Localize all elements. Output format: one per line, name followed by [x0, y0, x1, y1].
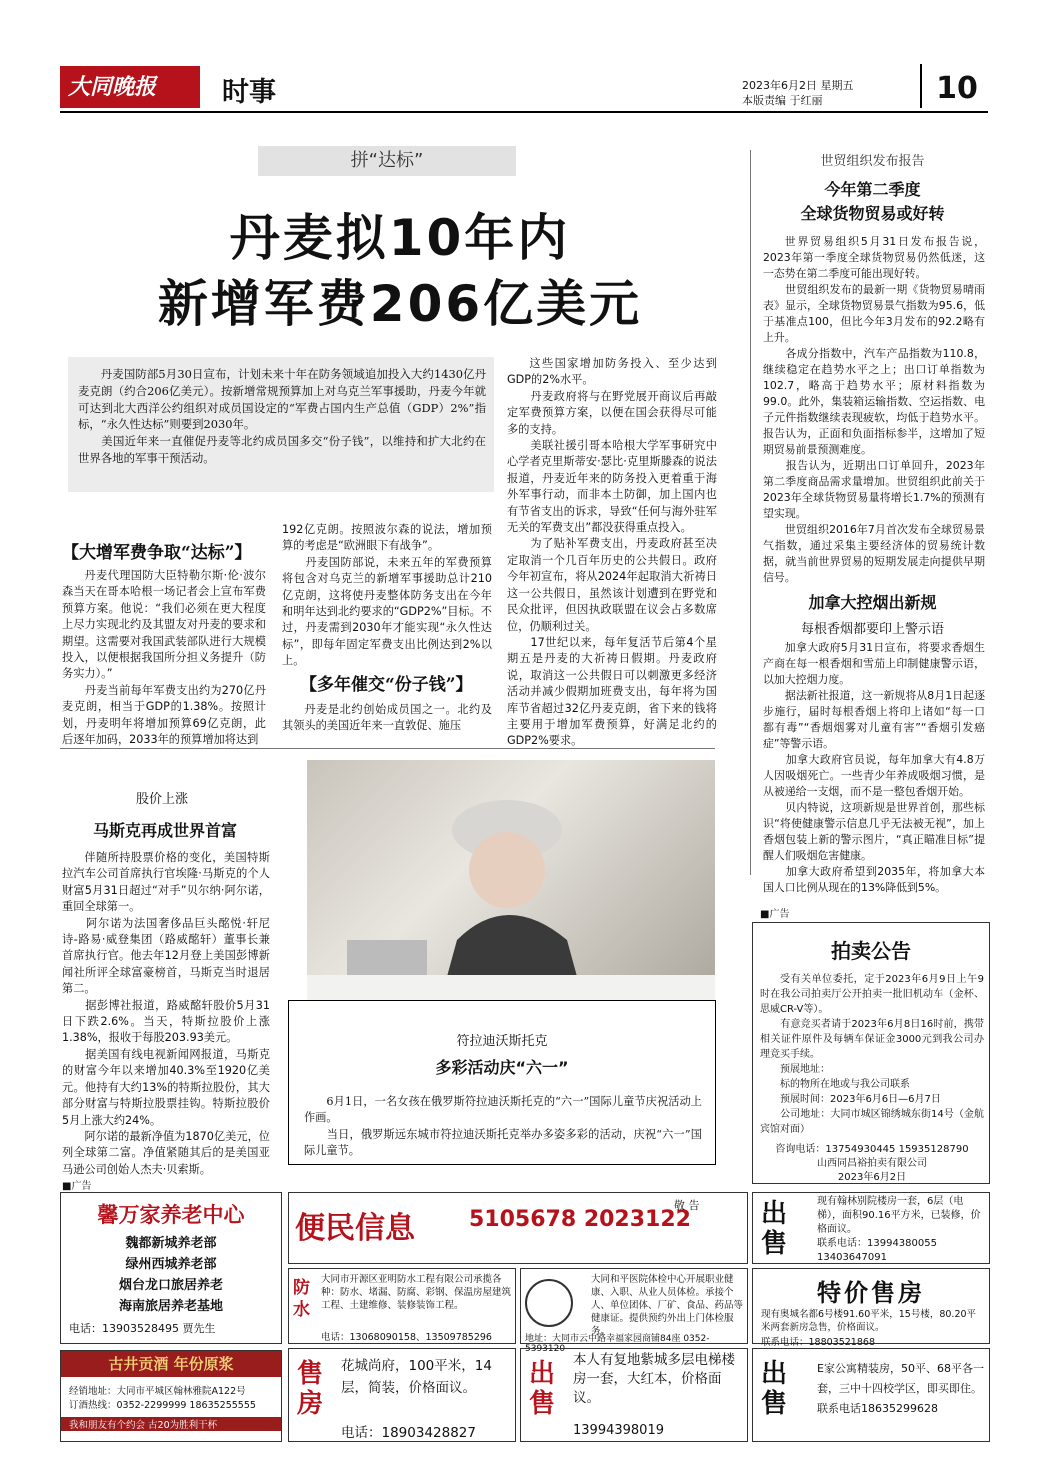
house-sale-2-phone: 13994398019 — [573, 1423, 664, 1438]
elder-care-title: 馨万家养老中心 — [97, 1203, 245, 1227]
newspaper-logo: 大同晚报 — [60, 66, 200, 108]
special-price-title: 特价售房 — [817, 1279, 925, 1307]
stock-kicker: 股价上涨 — [135, 792, 188, 807]
main-col1: 丹麦代理国防大臣特勒尔斯·伦·波尔森当天在哥本哈根一场记者会上宣布军费预算方案。他说：“我们必须在更大程度上尽力实现北约及其盟友对丹麦的要求和期望。这需要对我国武装部队进行大规模投入，以便根据我国所分担义务提升（防务实力）。” 丹麦当前每年军费支出约为270亿丹麦克朗，相当于GDP的1.38%。按照计划，丹麦明年将增加预算69亿克朗，此后逐年加码，2033年的预算增加将达到 — [62, 569, 266, 747]
hospital-address: 地址：大同市云中路幸福家园商铺84座 0352-5393120 — [525, 1334, 710, 1354]
elder-care-item: 海南旅居养老基地 — [118, 1299, 223, 1314]
elder-care-ad — [60, 1192, 282, 1344]
header-rule — [60, 111, 988, 113]
subhead-1: 【大增军费争取“达标”】 — [62, 543, 252, 563]
house-sale-ad-4 — [752, 1348, 990, 1442]
right-headline-line2: 全球货物贸易或好转 — [800, 204, 945, 223]
auction-date: 2023年6月2日 — [837, 1172, 907, 1183]
auction-company: 山西同昌裕拍卖有限公司 — [817, 1158, 927, 1169]
right-body: 世界贸易组织5月31日发布报告说，2023年第一季度全球货物贸易仍然低迷，这一态势在第二季度可能出现好转。 世贸组织发布的最新一期《货物贸易晴雨表》显示，全球货物贸易景气指数为95.6，低于基准点100，但比今年3月发布的92.2略有上升。 各成分指数中，汽车产品指数为110.8，继续稳定在趋势水平之上；出口订单指数为102.7，略高于趋势水平；原材料指数为99.0。此外，集装箱运输指数、空运指数、电子元件指数继续表现疲软，均低于趋势水平。报告认为，正面和负面指标参半，这增加了短期贸易前景预测难度。 报告认为，近期出口订单回升，2023年第二季度商品需求量增加。世贸组织此前关于2023年全球货物贸易量将增长1.7%的预测有望实现。 世贸组织2016年7月首次发布全球贸易景气指数，通过采集主要经济体的贸易统计数据，就当前世界贸易的短期发展走向提供早期信号。 — [763, 235, 985, 584]
elder-care-item: 魏都新城养老部 — [125, 1236, 217, 1251]
photo-headline: 多彩活动庆“六一” — [435, 1058, 569, 1077]
waterproof-ad — [288, 1268, 516, 1344]
waterproof-body: 大同市开源区亚明防水工程有限公司承揽各种：防水、堵漏、防腐、彩钢、保温房屋建筑工程、土建维修、装修装饰工程。 — [321, 1274, 512, 1311]
ad-label-right: ■广告 — [760, 909, 790, 920]
right-headline-line1: 今年第二季度 — [824, 180, 921, 199]
page-editor: 本版责编 于红丽 — [742, 94, 823, 107]
elder-care-phone: 电话：13903528495 贾先生 — [69, 1322, 216, 1335]
hospital-logo-icon — [525, 1279, 573, 1327]
right-headline — [760, 178, 985, 226]
house-sale-3-body: 现有翰林别院楼房一套，6层（电梯），面积90.16平方米，已装修，价格面议。 — [817, 1196, 981, 1235]
wine-tel: 订酒热线：0352-2299999 18635255555 — [69, 1400, 256, 1411]
house-sale-1-body: 花城尚府，100平米，14层，简装，价格面议。 — [341, 1358, 492, 1396]
house-sale-ad-3 — [752, 1192, 990, 1264]
waterproof-phone: 电话：13068090158、13509785296 — [321, 1332, 492, 1343]
waterproof-tag: 防水 — [293, 1278, 310, 1320]
bianmin-title: 便民信息 — [295, 1211, 415, 1246]
photo-kicker: 符拉迪沃斯托克 — [456, 1034, 548, 1049]
main-kicker: 拼“达标” — [258, 146, 516, 176]
house-sale-4-tag: 出售 — [761, 1359, 788, 1419]
auction-body: 受有关单位委托，定于2023年6月9日上午9时在我公司拍卖厅公开拍卖一批旧机动车（金杯、思威CR-V等）。 有意竞买者请于2023年6月8日16时前，携带相关证件原件及每辆车保证金3000元到我公司办理竞买手续。 预展地址： 标的物所在地或与我公司联系 预展时间：2023年6月6日—6月7日 公司地址：大同市城区锦绣城东街14号（金航宾馆对面） — [760, 974, 984, 1135]
section-title: 时事 — [222, 77, 276, 108]
main-headline-line1: 丹麦拟10年内 — [229, 209, 571, 267]
hospital-body: 大同和平医院体检中心开展职业健康、入职、从业人员体检。承接个人、单位团体、厂矿、食品、药品等健康证。提供预约外出上门体检服务。 — [591, 1274, 744, 1337]
section-divider — [60, 748, 715, 749]
house-sale-1-phone: 电话：18903428827 — [341, 1425, 476, 1441]
wine-ad — [60, 1350, 282, 1442]
main-headline-line2: 新增军费206亿美元 — [157, 275, 643, 333]
wine-slogan: 我和朋友有个约会 古20为胜利干杯 — [61, 1417, 281, 1431]
house-sale-ad-2 — [520, 1348, 748, 1442]
ad-label-bottom: ■广告 — [62, 1181, 92, 1192]
date-line — [742, 78, 854, 108]
main-col2: 192亿克朗。按照波尔森的说法，增加预算的考虑是“欧洲眼下有战争”。 丹麦国防部说，未来五年的军费预算将包含对乌克兰的新增军事援助总计210亿克朗，这将使丹麦整体防务支出在今年和明年达到北约要求的“GDP2%”目标。不过，丹麦需到2030年才能实现“永久性达标”，即每年固定军费支出比例达到2%以上。 — [282, 523, 492, 668]
main-headline — [70, 205, 730, 337]
hospital-ad — [520, 1268, 748, 1354]
column-divider — [750, 150, 751, 875]
subhead-2: 【多年催交“份子钱”】 — [300, 675, 473, 695]
house-sale-3-tag: 出售 — [761, 1199, 788, 1259]
right-headline-2: 加拿大控烟出新规 — [808, 593, 937, 612]
bianmin-phone: 5105678 2023122 — [469, 1207, 691, 1232]
main-col2b: 丹麦是北约创始成员国之一。北约及其领头的美国近年来一直敦促、施压 — [282, 703, 492, 733]
stock-headline: 马斯克再成世界首富 — [92, 821, 237, 840]
house-sale-2-tag: 出售 — [529, 1359, 556, 1419]
special-price-body: 现有奥城名都6号楼91.60平米，15号楼，80.20平米两套新房急售，价格面议。 — [761, 1309, 977, 1333]
elder-care-list — [61, 1233, 281, 1317]
issue-date: 2023年6月2日 星期五 — [742, 79, 854, 92]
right-subhead-2: 每根香烟都要印上警示语 — [800, 622, 944, 637]
bianmin-banner — [288, 1192, 748, 1264]
auction-title: 拍卖公告 — [831, 939, 911, 963]
house-sale-2-body: 本人有复地紫城多层电梯楼房一套，大红本，价格面议。 — [573, 1352, 735, 1406]
page-number: 10 — [920, 64, 992, 108]
special-price-ad — [752, 1268, 990, 1348]
special-price-phone: 联系电话：18803521868 — [761, 1337, 875, 1348]
right-body-2: 加拿大政府5月31日宣布，将要求香烟生产商在每一根香烟和雪茄上印制健康警示语，以加大控烟力度。 据法新社报道，这一新规将从8月1日起逐步施行，届时每根香烟上将印上诸如“每一口都有毒”“香烟烟雾对儿童有害”“香烟引发癌症”等警示语。 加拿大政府官员说，每年加拿大有4.8万人因吸烟死亡。一些青少年养成吸烟习惯，是从被递给一支烟，而不是一整包香烟开始。 贝内特说，这项新规是世界首创，那些标识“将使健康警示信息几乎无法被无视”，加上香烟包装上新的警示图片，“真正瞄准目标”提醒人们吸烟危害健康。 加拿大政府希望到2035年，将加拿大本国人口比例从现在的13%降低到5%。 — [763, 641, 985, 894]
house-sale-1-tag: 售房 — [297, 1359, 324, 1419]
notice-title: 敬 告 — [674, 1199, 700, 1212]
wine-address: 经销地址：大同市平城区翰林雅院A122号 — [69, 1386, 246, 1397]
auction-phone: 咨询电话：13754930445 15935128790 — [775, 1144, 969, 1155]
stock-body: 伴随所持股票价格的变化，美国特斯拉汽车公司首席执行官埃隆·马斯克的个人财富5月31日超过“对手”贝尔纳·阿尔诺，重回全球第一。 阿尔诺为法国奢侈品巨头酩悦·轩尼诗-路易·威登集团（路威酩轩）董事长兼首席执行官。他去年12月登上美国彭博新闻社所评全球富豪榜首，马斯克当时退居第二。 据彭博社报道，路威酩轩股价5月31日下跌2.6%。当天，特斯拉股价上涨1.38%，报收于每股203.93美元。 据美国有线电视新闻网报道，马斯克的财富今年以来增加40.3%至1920亿美元。他持有大约13%的特斯拉股份，其大部分财富与特斯拉股票挂钩。特斯拉股价5月上涨大约24%。 阿尔诺的最新净值为1870亿美元，位列全球第二富。净值紧随其后的是美国亚马逊公司创始人杰夫·贝索斯。 — [62, 851, 270, 1176]
elder-care-item: 烟台龙口旅居养老 — [118, 1278, 223, 1293]
news-photo — [307, 760, 715, 1013]
house-sale-ad-1 — [288, 1348, 516, 1442]
elder-care-item: 绿州西城养老部 — [125, 1257, 217, 1272]
house-sale-4-body: E家公寓精装房，50平、68平各一套，三中十四校学区，即买即住。联系电话18635299628 — [817, 1362, 984, 1415]
house-sale-3-phone: 联系电话：13994380055 13403647091 — [817, 1238, 937, 1263]
right-kicker: 世贸组织发布报告 — [820, 154, 925, 169]
photo-caption: 6月1日，一名女孩在俄罗斯符拉迪沃斯托克的“六一”国际儿童节庆祝活动上作画。 当日，俄罗斯远东城市符拉迪沃斯托克举办多姿多彩的活动，庆祝“六一”国际儿童节。 — [304, 1095, 702, 1158]
girl-drawing-photo-icon — [307, 760, 715, 1013]
lead-paragraph: 丹麦国防部5月30日宣布，计划未来十年在防务领域追加投入大约1430亿丹麦克朗（约合206亿美元）。按新增常规预算加上对乌克兰军事援助，丹麦今年就可达到北大西洋公约组织对成员国设定的“军费占国内生产总值（GDP）2%”指标，“永久性达标”则要到2030年。 美国近年来一直催促丹麦等北约成员国多交“份子钱”，以维持和扩大北约在世界各地的军事干预活动。 — [78, 367, 486, 465]
main-col3: 这些国家增加防务投入、至少达到GDP的2%水平。 丹麦政府将与在野党展开商议后再敲定军费预算方案，以便在国会获得尽可能多的支持。 美联社援引哥本哈根大学军事研究中心学者克里斯蒂安·瑟比·克里斯滕森的说法报道，丹麦近年来的防务投入更着重于海外军事行动，而非本土防御，加上国内也有节省支出的诉求，导致“任何与海外驻军无关的军费支出”都没获得重点投入。 为了贴补军费支出，丹麦政府甚至决定取消一个几百年历史的公共假日。政府今年初宣布，将从2024年起取消大祈祷日这一公共假日，虽然该计划遭到在野党和民众批评，但因执政联盟在议会占多数席位，仍顺利过关。 17世纪以来，每年复活节后第4个星期五是丹麦的大祈祷日假期。丹麦政府说，取消这一公共假日可以刺激更多经济活动并减少假期加班费支出，每年将为国库节省超过32亿丹麦克朗，省下来的钱将主要用于增加军费预算，好满足北约的GDP2%要求。 — [507, 357, 717, 748]
wine-title: 古井贡酒 年份原浆 — [61, 1351, 281, 1377]
